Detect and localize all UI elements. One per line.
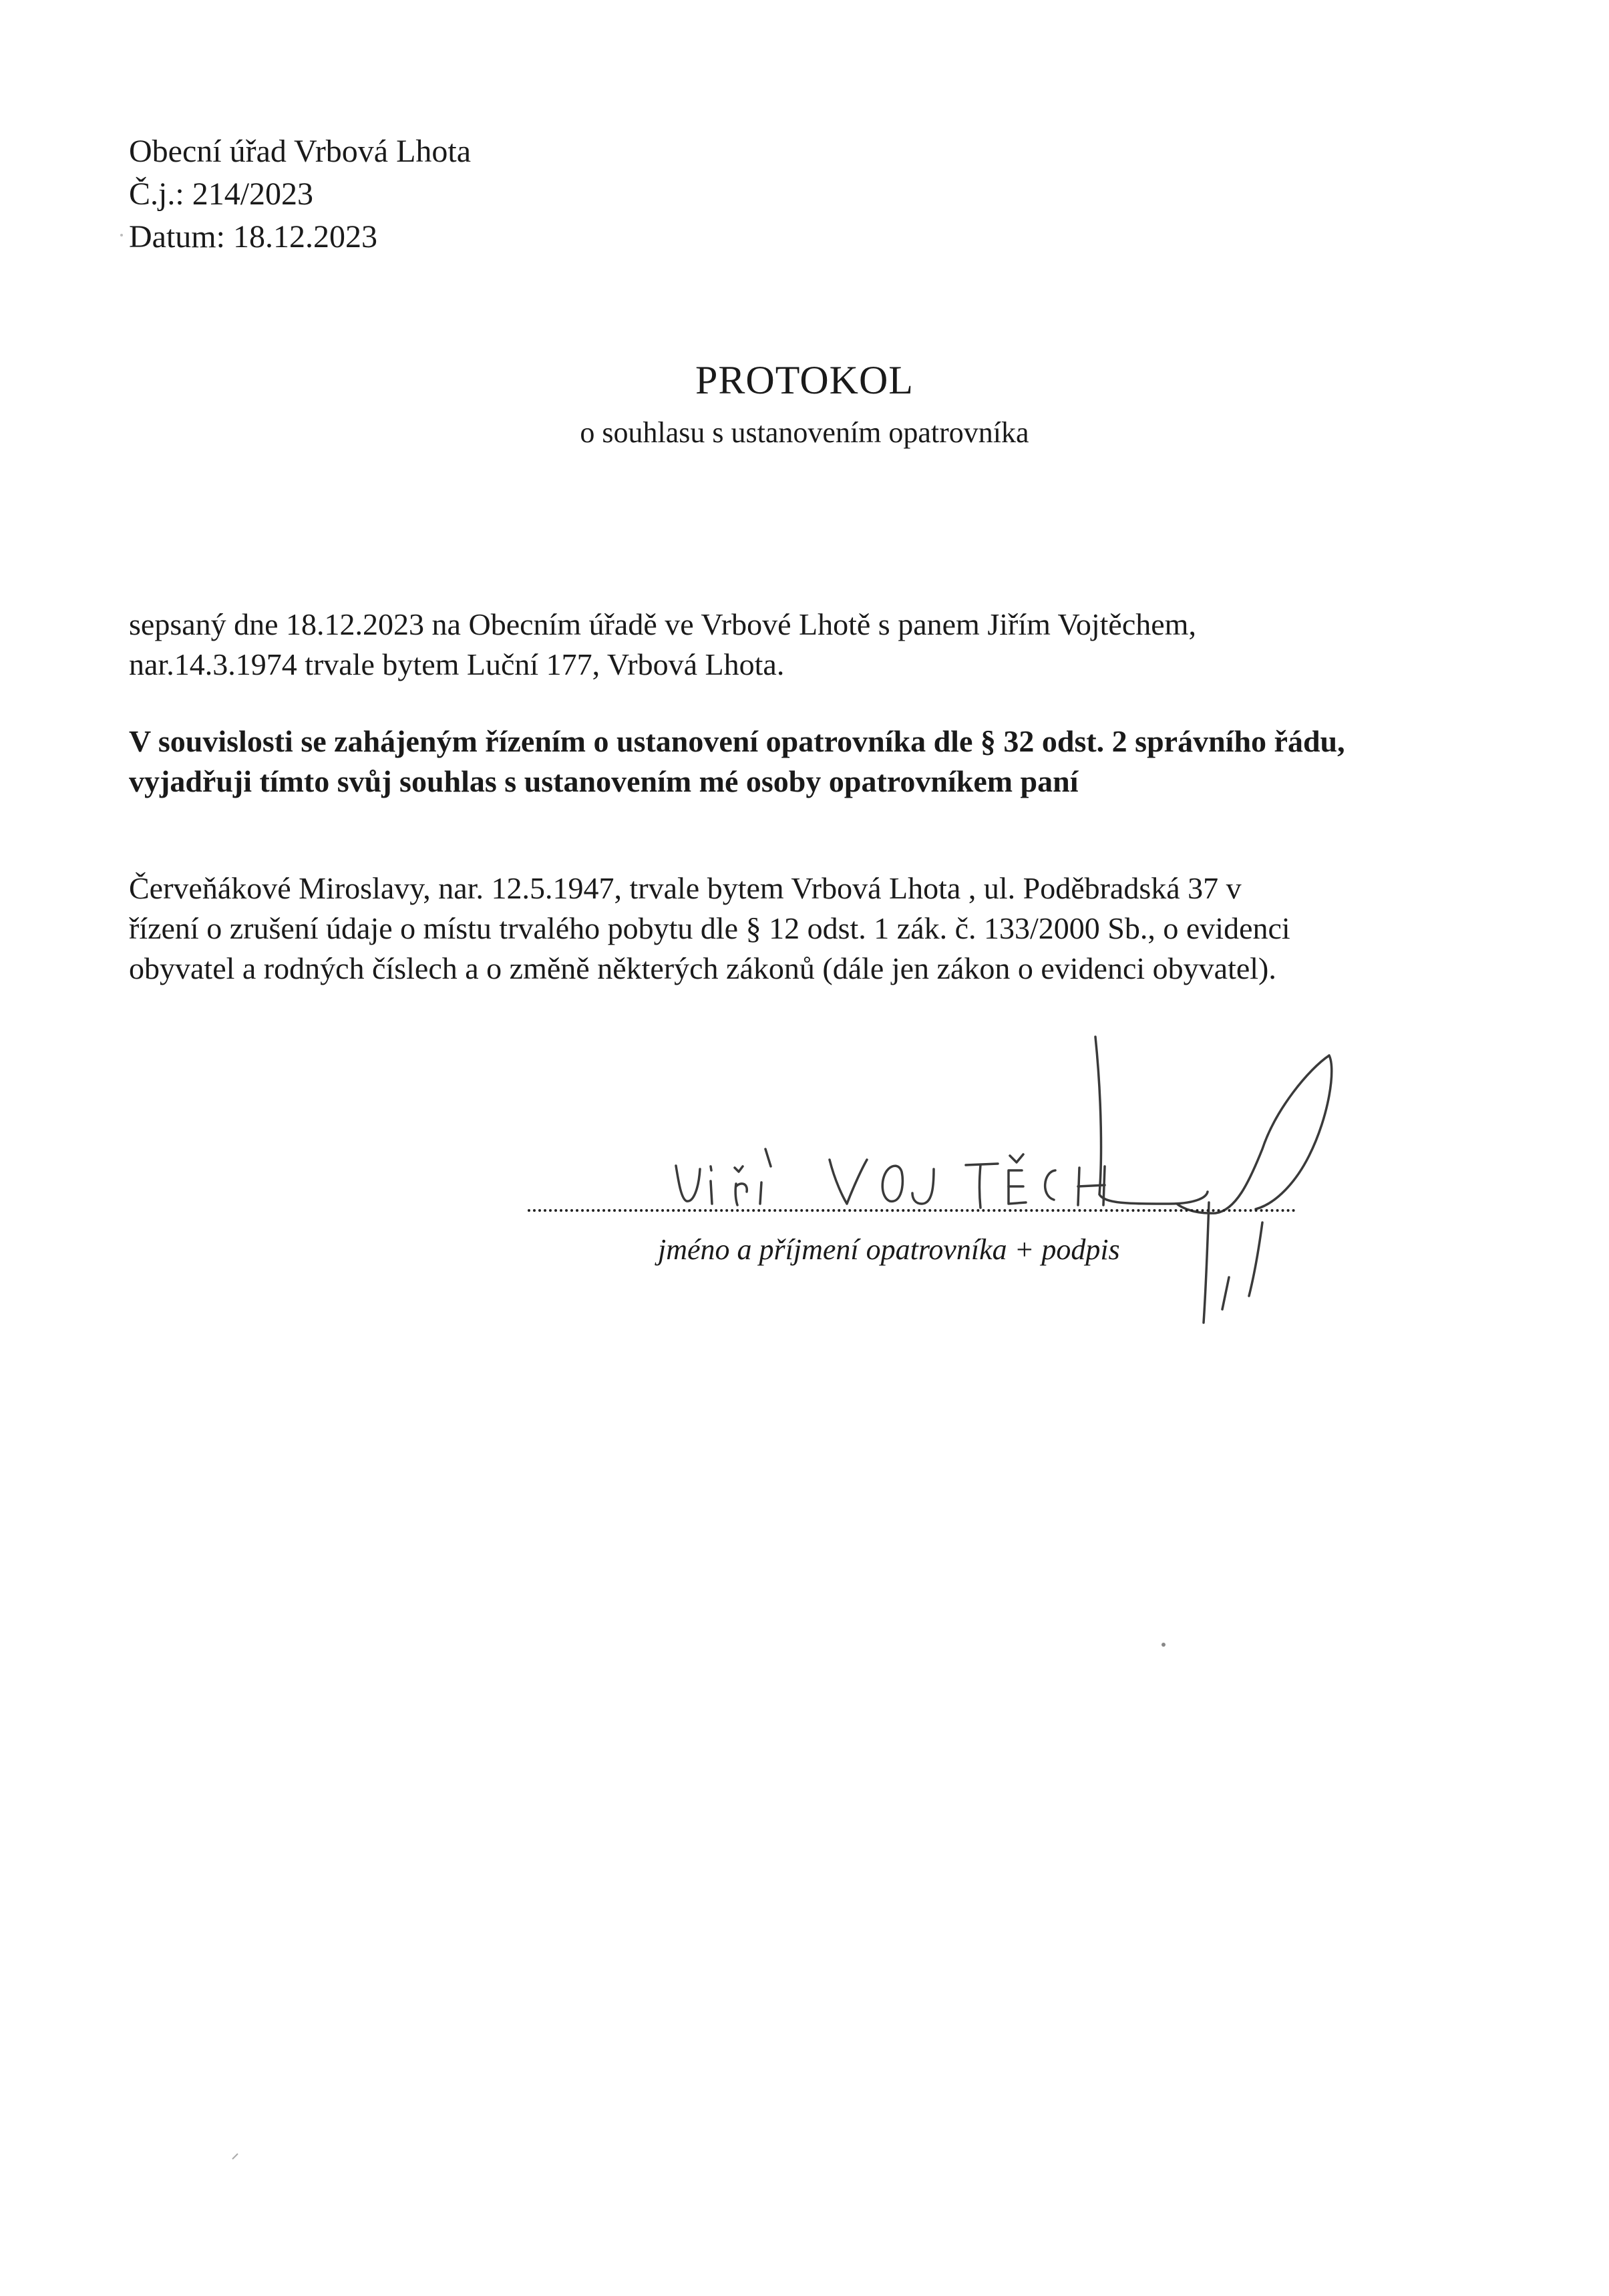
intro-line-2: nar.14.3.1974 trvale bytem Luční 177, Vrbová Lhota. [129, 647, 785, 681]
declaration-line-2: vyjadřuji tímto svůj souhlas s ustanovením mé osoby opatrovníkem paní [129, 764, 1079, 798]
document-date: Datum: 18.12.2023 [129, 219, 377, 255]
declaration-paragraph [129, 721, 1505, 802]
ward-line-1: Červeňákové Miroslavy, nar. 12.5.1947, trvale bytem Vrbová Lhota , ul. Poděbradská 37 v [129, 871, 1242, 905]
ward-line-3: obyvatel a rodných číslech a o změně některých zákonů (dále jen zákon o evidenci obyvatel). [129, 951, 1276, 985]
ward-line-2: řízení o zrušení údaje o místu trvalého pobytu dle § 12 odst. 1 zák. č. 133/2000 Sb., o evidenci [129, 911, 1290, 945]
office-name: Obecní úřad Vrbová Lhota [129, 134, 472, 169]
document-subtitle: o souhlasu s ustanovením opatrovníka [580, 416, 1029, 449]
declaration-line-1: V souvislosti se zahájeným řízením o ustanovení opatrovníka dle § 32 odst. 2 správního řádu, [129, 724, 1345, 758]
ward-paragraph [129, 868, 1505, 989]
signature-caption: jméno a příjmení opatrovníka + podpis [658, 1233, 1120, 1266]
handwritten-signature [635, 1029, 1383, 1336]
intro-paragraph [129, 605, 1505, 685]
document-title: PROTOKOL [695, 358, 914, 402]
signature-dotted-line [528, 1209, 1296, 1212]
intro-line-1: sepsaný dne 18.12.2023 na Obecním úřadě ve Vrbové Lhotě s panem Jiřím Vojtěchem, [129, 607, 1196, 641]
document-header [129, 130, 471, 259]
case-number: Č.j.: 214/2023 [129, 176, 314, 212]
